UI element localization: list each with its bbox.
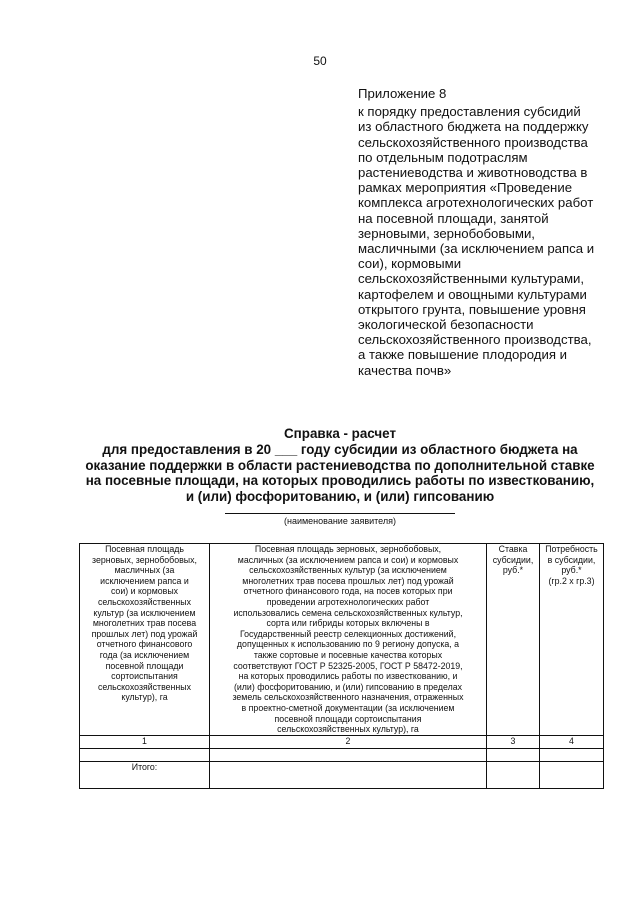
applicant-underline (225, 513, 455, 514)
header-text-line: отчетного финансового (96, 639, 193, 650)
calculation-table (79, 543, 604, 789)
header-text-line: на которых проводились работы по известкованию, и (238, 671, 458, 682)
header-text-line: сои) и кормовых (110, 586, 179, 597)
table-cell (540, 748, 604, 761)
header-text-line: в проектно-сметной документации (за исключением (241, 702, 455, 713)
heading-subtitle (60, 442, 620, 504)
heading-line: оказание поддержки в области растениеводства по дополнительной ставке (85, 457, 595, 473)
heading-line: и (или) фосфоритованию, и (или) гипсованию (185, 488, 495, 504)
header-text-line: масличных (за (114, 565, 175, 576)
annex-title: Приложение 8 (358, 86, 447, 101)
header-text-line: многолетних трав посева прошлых лет) под урожай (242, 575, 454, 586)
header-text-line: руб.* (561, 565, 582, 576)
header-text-line: отчетного финансового года, на посев которых при (243, 586, 453, 597)
annex-text-line: качества почв» (358, 362, 452, 378)
header-text-line: Посевная площадь зерновых, зернобобовых, (254, 544, 442, 554)
annex-text-line: комплекса агротехнологических работ (358, 195, 594, 211)
annex-text-line: сои), кормовыми (358, 256, 462, 272)
table-cell (540, 761, 604, 788)
header-text-line: (гр.2 х гр.3) (548, 575, 595, 586)
header-cell-sown-area (80, 544, 210, 736)
table-cell (487, 761, 540, 788)
table-cell (487, 748, 540, 761)
header-text-line: также сортовые и посевные качества которых (253, 649, 443, 660)
table-cell (80, 748, 210, 761)
header-text-line: сельскохозяйственных (98, 681, 191, 692)
annex-text-line: зерновыми, зернобобовыми, (358, 225, 535, 241)
total-label: Итого: (80, 761, 210, 788)
header-text-line: Ставка (498, 544, 528, 554)
table-cell (210, 761, 487, 788)
header-text-line: исключением рапса и (100, 575, 189, 586)
header-text-line: использовались семена сельскохозяйственных культур, (233, 607, 463, 618)
header-text-line: соответствуют ГОСТ Р 52325-2005, ГОСТ Р 58472-2019, (233, 660, 463, 671)
header-cell-rate (487, 544, 540, 736)
header-text-line: культур (за исключением (93, 607, 196, 618)
header-text-line: допущенных к использованию по 9 региону допуска, а (236, 639, 460, 650)
header-text-line: посевной площади сортоиспытания (274, 713, 422, 724)
annex-text-line: сельскохозяйственного производства (358, 134, 588, 150)
header-text-line: земель сельскохозяйственного назначения, отраженных (232, 692, 464, 703)
header-text-line: культур), га (121, 692, 168, 703)
annex-text-line: открытого грунта, повышение уровня (358, 301, 586, 317)
header-text-line: руб.* (502, 565, 524, 576)
header-text-line: проведении агротехнологических работ (266, 596, 430, 607)
header-cell-subsidy-need (540, 544, 604, 736)
header-text-line: субсидии, (492, 554, 534, 565)
header-text-line: сорта или гибриды которых включены в (266, 618, 430, 629)
header-text-line: многолетних трав посева (92, 618, 197, 629)
table-cell (210, 748, 487, 761)
header-text-line: сортоиспытания (111, 671, 178, 682)
header-text-line: Посевная площадь (105, 544, 184, 554)
header-text-line: сельскохозяйственных (98, 596, 191, 607)
header-text-line: (или) фосфоритованию, и (или) гипсованию в пределах (233, 681, 463, 692)
column-number: 1 (80, 735, 210, 748)
header-text-line: масличных (за исключением рапса и сои) и кормовых (237, 554, 459, 565)
header-text-line: зерновых, зернобобовых, (92, 554, 197, 565)
header-text-line: сельскохозяйственных культур (за исключением (249, 565, 447, 576)
header-text-line: Потребность (545, 544, 598, 554)
total-row (80, 761, 604, 788)
column-number-row (80, 735, 604, 748)
annex-text-line: к порядку предоставления субсидий (358, 104, 581, 120)
annex-text-line: картофелем и овощными культурами (358, 286, 587, 302)
annex-text-line: по отдельным подотраслям (358, 149, 528, 165)
annex-text-line: а также повышение плодородия и (358, 347, 568, 363)
blank-row (80, 748, 604, 761)
page-number: 50 (313, 54, 327, 68)
document-heading (60, 425, 620, 504)
annex-text-line: из областного бюджета на поддержку (358, 119, 589, 135)
table-header-row (80, 544, 604, 736)
heading-title: Справка - расчет (284, 426, 396, 441)
annex-text-line: сельскохозяйственными культурами, (358, 271, 585, 287)
annex-block (358, 86, 620, 378)
header-text-line: Государственный реестр селекционных достижений, (239, 628, 457, 639)
heading-line: для предоставления в 20 ___ году субсидии из областного бюджета на (102, 442, 578, 457)
annex-text (358, 104, 620, 378)
annex-text-line: рамках мероприятия «Проведение (358, 180, 573, 196)
header-text-line: прошлых лет) под урожай (91, 628, 198, 639)
heading-line: на посевные площади, на которых проводились работы по известкованию, (85, 473, 595, 489)
header-text-line: года (за исключением (99, 649, 190, 660)
header-text-line: посевной площади (105, 660, 184, 671)
annex-text-line: сельскохозяйственного производства, (358, 332, 592, 348)
column-number: 3 (487, 735, 540, 748)
header-text-line: в субсидии, (547, 554, 596, 565)
annex-text-line: экологической безопасности (358, 317, 534, 333)
column-number: 4 (540, 735, 604, 748)
applicant-label: (наименование заявителя) (283, 516, 397, 526)
annex-text-line: на посевной площади, занятой (358, 210, 549, 226)
header-cell-sown-area-works (210, 544, 487, 736)
annex-text-line: растениеводства и животноводства в (358, 165, 588, 181)
header-text-line: сельскохозяйственных культур), га (277, 724, 419, 735)
column-number: 2 (210, 735, 487, 748)
annex-text-line: масличными (за исключением рапса и (358, 241, 595, 257)
applicant-field (225, 513, 455, 526)
